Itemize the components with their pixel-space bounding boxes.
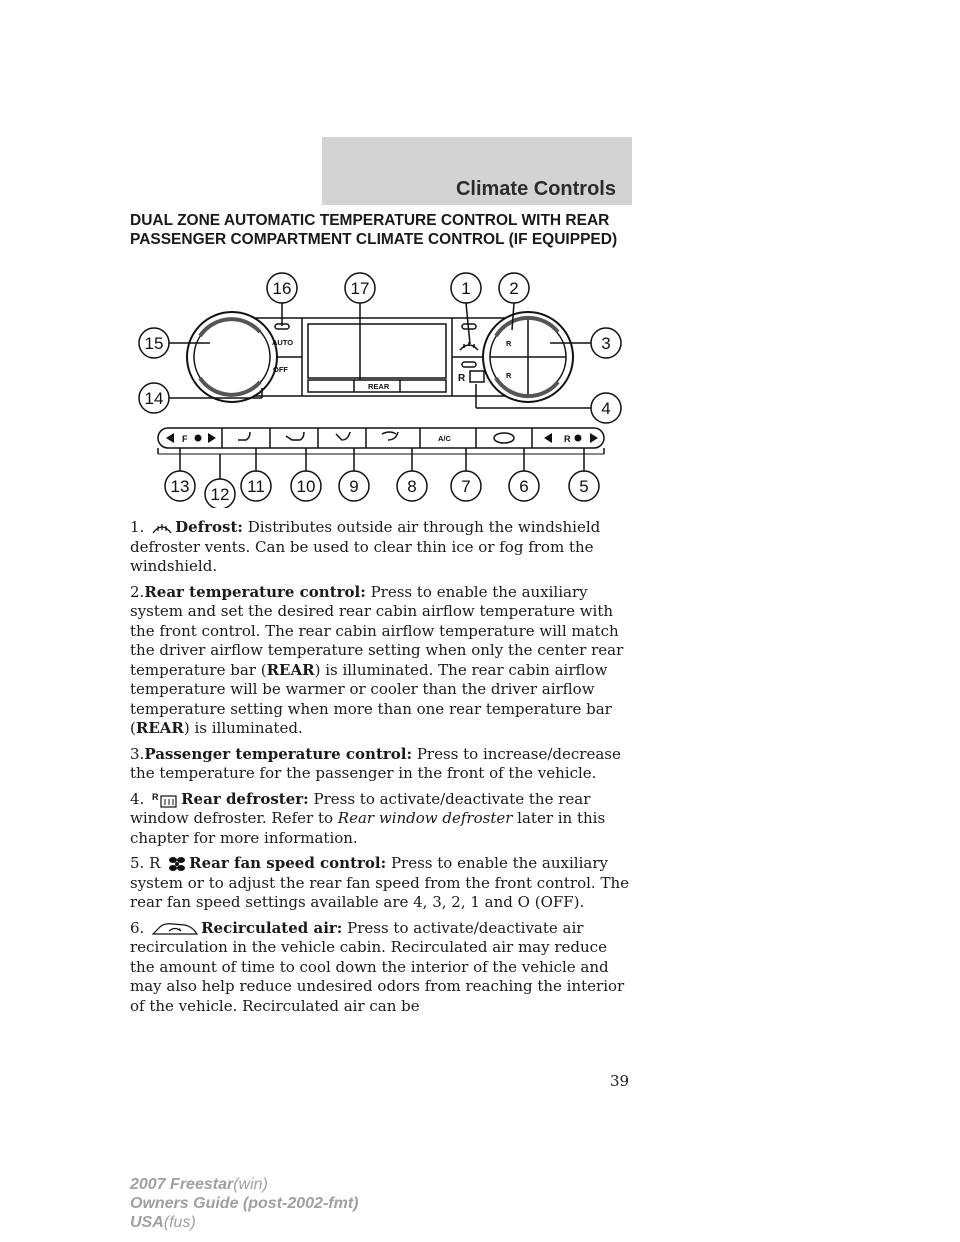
item-1: 1. Defrost: Distributes outside air through the windshield defroster vents. Can be used to clear thin ice or fog from the windshield. [130,518,601,575]
callout-16: 16 [272,279,292,298]
rear-label: REAR [368,382,390,391]
r-lower-label: R [506,371,512,380]
callout-12: 12 [210,485,230,504]
item-4: 4. R Rear defroster: Press to activate/deactivate the rear window defroster. Refer to Rear window defroster later in this chapter for more information. [130,789,606,847]
front-fan-label: F [182,434,188,444]
recirculated-air-icon [151,921,199,937]
callout-10: 10 [296,477,316,496]
rear-fan-icon [167,855,187,873]
section-title: DUAL ZONE AUTOMATIC TEMPERATURE CONTROL WITH REAR PASSENGER COMPARTMENT CLIMATE CONTROL (IF EQUIPPED) [130,212,618,248]
ac-label: A/C [438,434,451,443]
front-fan-icon [195,435,202,442]
r-upper-label: R [506,339,512,348]
rear-fan-icon [575,435,582,442]
climate-panel-illustration [130,268,630,508]
callout-11: 11 [247,477,265,496]
callout-2: 2 [509,279,519,298]
page-title: Climate Controls [455,178,616,200]
callout-3: 3 [601,334,611,353]
defrost-icon [151,521,173,535]
document-footer: 2007 Freestar(win) Owners Guide (post-2002-fmt) USA(fus) [130,1176,359,1231]
callout-5: 5 [579,477,589,496]
item-2: 2.Rear temperature control: Press to enable the auxiliary system and set the desired rear cabin airflow temperature with the front control. The rear cabin airflow temperature will match the driver airflow temperature setting when only the center rear temperature bar (REAR) is illuminated. The rear cabin airflow temperature will be warmer or cooler than the driver airflow temperature setting when more than one rear temperature bar (REAR) is illuminated. [130,582,624,737]
off-label: OFF [273,365,288,374]
rear-fan-decrease-icon [544,433,552,443]
callout-4: 4 [601,399,611,418]
header-banner [322,137,632,205]
item-3: 3.Passenger temperature control: Press to increase/decrease the temperature for the passenger in the front of the vehicle. [130,744,621,782]
callout-14: 14 [144,389,164,408]
callout-17: 17 [350,279,370,298]
callout-9: 9 [349,477,359,496]
callout-1: 1 [461,279,471,298]
callout-6: 6 [519,477,529,496]
callout-15: 15 [144,334,164,353]
callout-8: 8 [407,477,417,496]
item-6: 6. Recirculated air: Press to activate/deactivate air recirculation in the vehicle cabin. Recirculated air may reduce the amount of time to cool down the interior of the vehicle and may also help reduce undesired odors from reaching the interior of the vehicle. Recirculated air can be [130,918,625,1015]
page-number: 39 [610,1072,630,1090]
callout-7: 7 [461,477,471,496]
body-text [130,518,635,1022]
button-strip [158,428,604,448]
climate-control-diagram [130,268,630,508]
display-window [308,324,446,378]
rear-defroster-icon [151,791,179,809]
front-fan-decrease-icon [166,433,174,443]
auto-label: AUTO [272,338,294,347]
rear-fan-increase-icon [590,433,598,443]
callout-13: 13 [170,477,190,496]
driver-temperature-knob [187,312,277,402]
svg-text:R: R [152,791,159,802]
rear-fan-label: R [564,434,571,444]
item-5: 5. R Rear fan speed control: Press to enable the auxiliary system or to adjust the rear fan speed from the front control. The rear fan speed settings available are 4, 3, 2, 1 and O (OFF). [130,854,630,911]
front-fan-increase-icon [208,433,216,443]
r-defrost-label: R [458,373,466,384]
